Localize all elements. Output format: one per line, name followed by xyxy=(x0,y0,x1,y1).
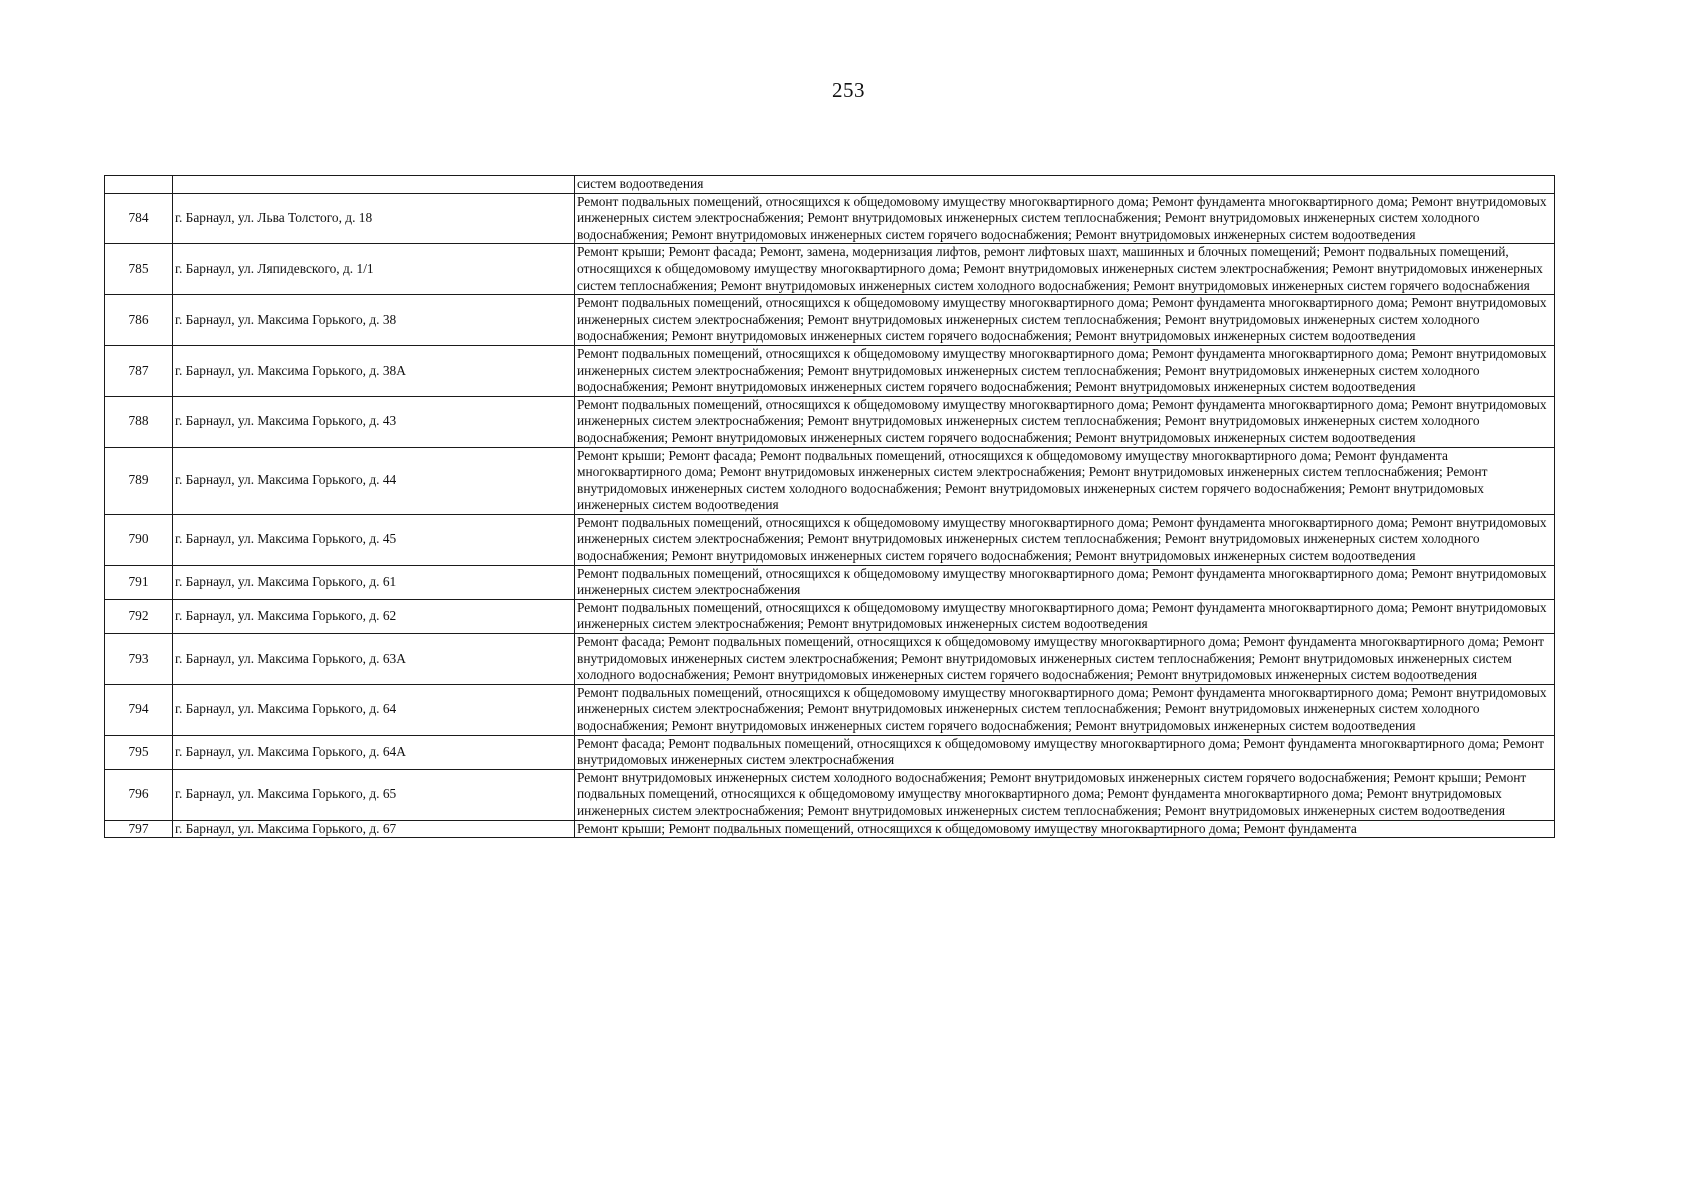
page-number: 253 xyxy=(832,78,865,102)
table-row xyxy=(105,193,1555,244)
table-row xyxy=(105,345,1555,396)
row-number-cell: 791 xyxy=(105,565,173,599)
table-row xyxy=(105,684,1555,735)
table-row xyxy=(105,599,1555,633)
address-cell: г. Барнаул, ул. Максима Горького, д. 64А xyxy=(173,735,575,769)
address-cell xyxy=(173,176,575,194)
works-cell: Ремонт крыши; Ремонт фасада; Ремонт, замена, модернизация лифтов, ремонт лифтовых шахт, машинных и блочных помещений; Ремонт подвальных помещений, относящихся к общедомовому имуществу многоквартирного дома; Ремонт внутридомовых инженерных систем электроснабжения; Ремонт внутридомовых инженерных систем теплоснабжения; Ремонт внутридомовых инженерных систем холодного водоснабжения; Ремонт внутридомовых инженерных систем горячего водоснабжения xyxy=(575,244,1555,295)
table-row xyxy=(105,244,1555,295)
row-number-cell: 797 xyxy=(105,820,173,838)
works-cell: Ремонт подвальных помещений, относящихся к общедомовому имуществу многоквартирного дома; Ремонт фундамента многоквартирного дома; Ремонт внутридомовых инженерных систем электроснабжения xyxy=(575,565,1555,599)
address-cell: г. Барнаул, ул. Максима Горького, д. 64 xyxy=(173,684,575,735)
works-cell: Ремонт внутридомовых инженерных систем холодного водоснабжения; Ремонт внутридомовых инженерных систем горячего водоснабжения; Ремонт крыши; Ремонт подвальных помещений, относящихся к общедомовому имуществу многоквартирного дома; Ремонт фундамента многоквартирного дома; Ремонт внутридомовых инженерных систем электроснабжения; Ремонт внутридомовых инженерных систем теплоснабжения; Ремонт внутридомовых инженерных систем водоотведения xyxy=(575,769,1555,820)
works-cell: Ремонт подвальных помещений, относящихся к общедомовому имуществу многоквартирного дома; Ремонт фундамента многоквартирного дома; Ремонт внутридомовых инженерных систем электроснабжения; Ремонт внутридомовых инженерных систем теплоснабжения; Ремонт внутридомовых инженерных систем холодного водоснабжения; Ремонт внутридомовых инженерных систем горячего водоснабжения; Ремонт внутридомовых инженерных систем водоотведения xyxy=(575,396,1555,447)
table-row xyxy=(105,565,1555,599)
row-number-cell: 792 xyxy=(105,599,173,633)
works-cell: Ремонт подвальных помещений, относящихся к общедомовому имуществу многоквартирного дома; Ремонт фундамента многоквартирного дома; Ремонт внутридомовых инженерных систем электроснабжения; Ремонт внутридомовых инженерных систем теплоснабжения; Ремонт внутридомовых инженерных систем холодного водоснабжения; Ремонт внутридомовых инженерных систем горячего водоснабжения; Ремонт внутридомовых инженерных систем водоотведения xyxy=(575,295,1555,346)
table-row xyxy=(105,735,1555,769)
works-cell: Ремонт фасада; Ремонт подвальных помещений, относящихся к общедомовому имуществу многоквартирного дома; Ремонт фундамента многоквартирного дома; Ремонт внутридомовых инженерных систем электроснабжения; Ремонт внутридомовых инженерных систем теплоснабжения; Ремонт внутридомовых инженерных систем холодного водоснабжения; Ремонт внутридомовых инженерных систем горячего водоснабжения; Ремонт внутридомовых инженерных систем водоотведения xyxy=(575,634,1555,685)
table-row xyxy=(105,447,1555,514)
row-number-cell: 784 xyxy=(105,193,173,244)
works-cell: Ремонт подвальных помещений, относящихся к общедомовому имуществу многоквартирного дома; Ремонт фундамента многоквартирного дома; Ремонт внутридомовых инженерных систем электроснабжения; Ремонт внутридомовых инженерных систем теплоснабжения; Ремонт внутридомовых инженерных систем холодного водоснабжения; Ремонт внутридомовых инженерных систем горячего водоснабжения; Ремонт внутридомовых инженерных систем водоотведения xyxy=(575,514,1555,565)
row-number-cell: 796 xyxy=(105,769,173,820)
table-row xyxy=(105,634,1555,685)
address-cell: г. Барнаул, ул. Максима Горького, д. 38 xyxy=(173,295,575,346)
address-cell: г. Барнаул, ул. Максима Горького, д. 63А xyxy=(173,634,575,685)
table-row xyxy=(105,769,1555,820)
row-number-cell: 788 xyxy=(105,396,173,447)
row-number-cell: 789 xyxy=(105,447,173,514)
works-cell: Ремонт подвальных помещений, относящихся к общедомовому имуществу многоквартирного дома; Ремонт фундамента многоквартирного дома; Ремонт внутридомовых инженерных систем электроснабжения; Ремонт внутридомовых инженерных систем теплоснабжения; Ремонт внутридомовых инженерных систем холодного водоснабжения; Ремонт внутридомовых инженерных систем горячего водоснабжения; Ремонт внутридомовых инженерных систем водоотведения xyxy=(575,193,1555,244)
works-cell: Ремонт крыши; Ремонт подвальных помещений, относящихся к общедомовому имуществу многоквартирного дома; Ремонт фундамента xyxy=(575,820,1555,838)
works-cell: Ремонт фасада; Ремонт подвальных помещений, относящихся к общедомовому имуществу многоквартирного дома; Ремонт фундамента многоквартирного дома; Ремонт внутридомовых инженерных систем электроснабжения xyxy=(575,735,1555,769)
address-cell: г. Барнаул, ул. Максима Горького, д. 45 xyxy=(173,514,575,565)
registry-table xyxy=(104,175,1555,838)
address-cell: г. Барнаул, ул. Максима Горького, д. 65 xyxy=(173,769,575,820)
row-number-cell: 795 xyxy=(105,735,173,769)
table-row xyxy=(105,295,1555,346)
works-cell: Ремонт подвальных помещений, относящихся к общедомовому имуществу многоквартирного дома; Ремонт фундамента многоквартирного дома; Ремонт внутридомовых инженерных систем электроснабжения; Ремонт внутридомовых инженерных систем водоотведения xyxy=(575,599,1555,633)
continuation-row xyxy=(105,176,1555,194)
address-cell: г. Барнаул, ул. Ляпидевского, д. 1/1 xyxy=(173,244,575,295)
row-number-cell: 790 xyxy=(105,514,173,565)
address-cell: г. Барнаул, ул. Максима Горького, д. 67 xyxy=(173,820,575,838)
address-cell: г. Барнаул, ул. Максима Горького, д. 43 xyxy=(173,396,575,447)
works-cell: Ремонт крыши; Ремонт фасада; Ремонт подвальных помещений, относящихся к общедомовому имуществу многоквартирного дома; Ремонт фундамента многоквартирного дома; Ремонт внутридомовых инженерных систем электроснабжения; Ремонт внутридомовых инженерных систем теплоснабжения; Ремонт внутридомовых инженерных систем холодного водоснабжения; Ремонт внутридомовых инженерных систем горячего водоснабжения; Ремонт внутридомовых инженерных систем водоотведения xyxy=(575,447,1555,514)
works-cell: Ремонт подвальных помещений, относящихся к общедомовому имуществу многоквартирного дома; Ремонт фундамента многоквартирного дома; Ремонт внутридомовых инженерных систем электроснабжения; Ремонт внутридомовых инженерных систем теплоснабжения; Ремонт внутридомовых инженерных систем холодного водоснабжения; Ремонт внутридомовых инженерных систем горячего водоснабжения; Ремонт внутридомовых инженерных систем водоотведения xyxy=(575,345,1555,396)
address-cell: г. Барнаул, ул. Максима Горького, д. 44 xyxy=(173,447,575,514)
table-row xyxy=(105,820,1555,838)
address-cell: г. Барнаул, ул. Максима Горького, д. 38А xyxy=(173,345,575,396)
row-number-cell xyxy=(105,176,173,194)
row-number-cell: 794 xyxy=(105,684,173,735)
row-number-cell: 785 xyxy=(105,244,173,295)
table-row xyxy=(105,396,1555,447)
works-cell: систем водоотведения xyxy=(575,176,1555,194)
row-number-cell: 786 xyxy=(105,295,173,346)
table-row xyxy=(105,514,1555,565)
address-cell: г. Барнаул, ул. Максима Горького, д. 62 xyxy=(173,599,575,633)
address-cell: г. Барнаул, ул. Льва Толстого, д. 18 xyxy=(173,193,575,244)
row-number-cell: 787 xyxy=(105,345,173,396)
works-cell: Ремонт подвальных помещений, относящихся к общедомовому имуществу многоквартирного дома; Ремонт фундамента многоквартирного дома; Ремонт внутридомовых инженерных систем электроснабжения; Ремонт внутридомовых инженерных систем теплоснабжения; Ремонт внутридомовых инженерных систем холодного водоснабжения; Ремонт внутридомовых инженерных систем горячего водоснабжения; Ремонт внутридомовых инженерных систем водоотведения xyxy=(575,684,1555,735)
registry-table-body xyxy=(105,176,1555,838)
address-cell: г. Барнаул, ул. Максима Горького, д. 61 xyxy=(173,565,575,599)
row-number-cell: 793 xyxy=(105,634,173,685)
